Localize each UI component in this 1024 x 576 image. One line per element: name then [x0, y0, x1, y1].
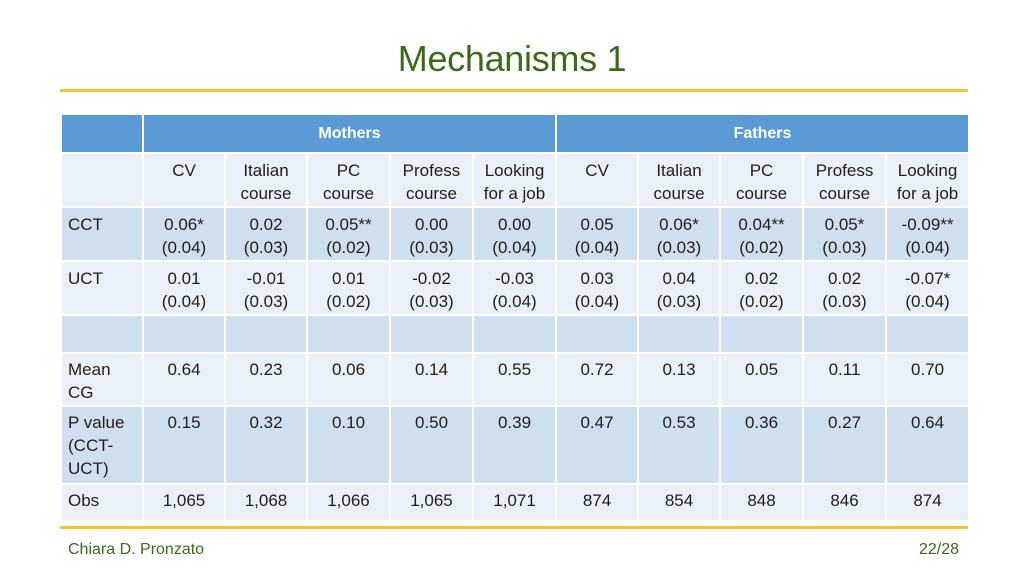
uct-cell-line-1: -0.01 [246, 269, 286, 288]
uct-cell [720, 261, 803, 315]
obs-cell-line-1: 1,071 [493, 491, 536, 510]
p-value-cell-line-1: 0.10 [331, 413, 366, 432]
uct-cell [556, 261, 638, 315]
empty-cell [225, 315, 307, 353]
uct-cell-line-1: 0.03 [580, 269, 614, 288]
column-header [473, 153, 556, 207]
column-header-line-2: course [819, 184, 871, 203]
obs-cell-line-1: 848 [747, 491, 776, 510]
column-header-line-1: Italian [656, 161, 702, 180]
empty-cell [720, 315, 803, 353]
cct-cell [638, 207, 720, 261]
column-header [225, 153, 307, 207]
empty-cell [61, 315, 143, 353]
mean-cg-cell [473, 353, 556, 406]
mean-cg-cell-line-1: 0.23 [249, 360, 283, 379]
uct-cell [803, 261, 886, 315]
empty-cell [143, 315, 225, 353]
p-value-cell-line-1: 0.64 [910, 413, 945, 432]
column-header [803, 153, 886, 207]
p-value-cell-line-1: 0.27 [827, 413, 862, 432]
obs-cell-line-1: 854 [664, 491, 694, 510]
p-value-cell [307, 406, 390, 484]
cct-cell-line-1: 0.06* [164, 215, 204, 234]
obs-cell-line-1: 1,065 [410, 491, 453, 510]
row-label-uct [61, 261, 143, 315]
column-header-line-1: CV [585, 161, 609, 180]
obs-cell [803, 484, 886, 521]
row-label-p-value [61, 406, 143, 484]
column-header-line-1: CV [172, 161, 196, 180]
empty-cell [307, 315, 390, 353]
cct-cell-line-1: 0.05* [824, 215, 865, 234]
results-table [60, 113, 970, 522]
column-header [638, 153, 720, 207]
mean-cg-cell [803, 353, 886, 406]
column-header-line-1: Looking [484, 161, 545, 180]
column-header-corner [61, 153, 143, 207]
mean-cg-cell [307, 353, 390, 406]
obs-cell [143, 484, 225, 521]
row-label-p-value-line-1: P value [68, 413, 125, 432]
column-header [886, 153, 969, 207]
mean-cg-cell-line-1: 0.13 [662, 360, 696, 379]
mean-cg-cell [720, 353, 803, 406]
uct-cell [307, 261, 390, 315]
empty-cell [638, 315, 720, 353]
column-header [143, 153, 225, 207]
mean-cg-cell [390, 353, 473, 406]
uct-cell [143, 261, 225, 315]
mean-cg-cell-line-1: 0.70 [910, 360, 945, 379]
column-header [556, 153, 638, 207]
cct-cell-line-1: 0.05 [580, 215, 614, 234]
row-label-obs-line-1: Obs [68, 491, 100, 510]
cct-cell-line-2: (0.04) [574, 238, 620, 257]
mean-cg-cell [225, 353, 307, 406]
empty-cell [803, 315, 886, 353]
row-label-p-value-line-2: (CCT- [68, 436, 114, 455]
mean-cg-cell-line-1: 0.05 [744, 360, 779, 379]
column-header-line-2: for a job [483, 184, 546, 203]
cct-cell-line-2: (0.02) [739, 238, 784, 257]
obs-cell [886, 484, 969, 521]
uct-cell-line-2: (0.03) [656, 292, 702, 311]
uct-cell-line-1: 0.02 [827, 269, 862, 288]
obs-cell-line-1: 874 [582, 491, 612, 510]
group-fathers: Fathers [556, 114, 969, 153]
mean-cg-cell-line-1: 0.14 [414, 360, 449, 379]
cct-cell-line-2: (0.04) [905, 238, 950, 257]
cct-cell [143, 207, 225, 261]
uct-cell-line-2: (0.04) [161, 292, 207, 311]
cct-cell-line-2: (0.03) [243, 238, 289, 257]
obs-cell-line-1: 846 [830, 491, 859, 510]
uct-cell-line-1: -0.07* [904, 269, 951, 288]
mean-cg-cell-line-1: 0.11 [828, 360, 861, 379]
uct-cell-line-2: (0.02) [326, 292, 371, 311]
uct-cell [886, 261, 969, 315]
column-header-line-2: course [322, 184, 375, 203]
p-value-cell [803, 406, 886, 484]
row-label-uct-line-1: UCT [68, 269, 103, 288]
obs-cell [307, 484, 390, 521]
p-value-cell-line-1: 0.32 [249, 413, 283, 432]
column-header-line-1: PC [749, 161, 774, 180]
uct-cell-line-2: (0.03) [243, 292, 289, 311]
obs-cell-line-1: 874 [913, 491, 942, 510]
row-label-obs [61, 484, 143, 521]
column-header-line-2: course [653, 184, 705, 203]
p-value-cell-line-1: 0.50 [414, 413, 449, 432]
uct-cell [473, 261, 556, 315]
p-value-cell [390, 406, 473, 484]
uct-cell [638, 261, 720, 315]
cct-cell-line-2: (0.04) [492, 238, 537, 257]
obs-cell-line-1: 1,065 [162, 491, 206, 510]
p-value-cell-line-1: 0.15 [167, 413, 201, 432]
row-empty [61, 315, 969, 353]
column-header-line-1: Looking [897, 161, 958, 180]
p-value-cell [225, 406, 307, 484]
p-value-cell [886, 406, 969, 484]
mean-cg-cell-line-1: 0.64 [167, 360, 201, 379]
cct-cell [720, 207, 803, 261]
uct-cell-line-2: (0.04) [905, 292, 950, 311]
row-mean-cg [61, 353, 969, 406]
uct-cell-line-1: 0.01 [167, 269, 201, 288]
cct-cell-line-1: 0.05** [325, 215, 372, 234]
mean-cg-cell [886, 353, 969, 406]
cct-cell-line-2: (0.03) [409, 238, 454, 257]
cct-cell-line-2: (0.03) [822, 238, 867, 257]
footer-divider [60, 526, 968, 529]
column-header [720, 153, 803, 207]
cct-cell-line-1: 0.02 [249, 215, 283, 234]
uct-cell-line-2: (0.02) [739, 292, 784, 311]
group-header-row [61, 114, 969, 153]
empty-cell [473, 315, 556, 353]
slide-title: Mechanisms 1 [397, 38, 627, 79]
row-label-mean-cg [61, 353, 143, 406]
cct-cell [390, 207, 473, 261]
column-header-line-1: PC [336, 161, 361, 180]
title-divider [60, 89, 968, 92]
column-header-line-1: Profess [815, 161, 874, 180]
column-header-line-2: for a job [896, 184, 959, 203]
cct-cell-line-2: (0.04) [161, 238, 207, 257]
uct-cell [225, 261, 307, 315]
row-cct [61, 207, 969, 261]
cct-cell-line-1: -0.09** [901, 215, 954, 234]
column-header-line-2: course [736, 184, 788, 203]
cct-cell-line-1: 0.04** [738, 215, 785, 234]
row-p-value [61, 406, 969, 484]
row-label-p-value-line-3: UCT) [68, 459, 109, 478]
uct-cell-line-2: (0.03) [409, 292, 454, 311]
cct-cell-line-2: (0.02) [326, 238, 371, 257]
p-value-cell-line-1: 0.36 [744, 413, 779, 432]
column-header-line-2: course [405, 184, 458, 203]
column-header-row [61, 153, 969, 207]
uct-cell-line-1: -0.03 [495, 269, 534, 288]
obs-cell [720, 484, 803, 521]
empty-cell [886, 315, 969, 353]
p-value-cell [473, 406, 556, 484]
p-value-cell [720, 406, 803, 484]
mean-cg-cell-line-1: 0.72 [580, 360, 614, 379]
cct-cell [886, 207, 969, 261]
uct-cell-line-2: (0.03) [822, 292, 867, 311]
p-value-cell [556, 406, 638, 484]
page-number: 22/28 [918, 541, 959, 558]
column-header-line-1: Italian [243, 161, 289, 180]
uct-cell [390, 261, 473, 315]
uct-cell-line-2: (0.04) [574, 292, 620, 311]
cct-cell [473, 207, 556, 261]
row-obs [61, 484, 969, 521]
column-header [307, 153, 390, 207]
cct-cell-line-2: (0.03) [656, 238, 702, 257]
p-value-cell-line-1: 0.53 [662, 413, 696, 432]
author-name: Chiara D. Pronzato [68, 541, 205, 558]
mean-cg-cell [638, 353, 720, 406]
obs-cell [390, 484, 473, 521]
corner-cell [61, 114, 143, 153]
column-header-line-2: course [240, 184, 292, 203]
row-label-mean-cg-line-2: CG [68, 383, 94, 402]
empty-cell [556, 315, 638, 353]
uct-cell-line-1: 0.04 [662, 269, 696, 288]
cct-cell [803, 207, 886, 261]
row-label-mean-cg-line-1: Mean [68, 360, 111, 379]
mean-cg-cell [143, 353, 225, 406]
uct-cell-line-1: -0.02 [412, 269, 451, 288]
p-value-cell [143, 406, 225, 484]
row-label-cct-line-1: CCT [68, 215, 103, 234]
obs-cell-line-1: 1,066 [327, 491, 370, 510]
obs-cell [473, 484, 556, 521]
p-value-cell [638, 406, 720, 484]
cct-cell [556, 207, 638, 261]
mean-cg-cell [556, 353, 638, 406]
column-header [390, 153, 473, 207]
row-uct [61, 261, 969, 315]
obs-cell-line-1: 1,068 [244, 491, 288, 510]
uct-cell-line-1: 0.01 [331, 269, 366, 288]
cct-cell [307, 207, 390, 261]
mean-cg-cell-line-1: 0.55 [497, 360, 532, 379]
uct-cell-line-1: 0.02 [744, 269, 779, 288]
cct-cell-line-1: 0.00 [414, 215, 449, 234]
column-header-line-1: Profess [402, 161, 461, 180]
uct-cell-line-2: (0.04) [492, 292, 537, 311]
obs-cell [225, 484, 307, 521]
cct-cell [225, 207, 307, 261]
cct-cell-line-1: 0.00 [497, 215, 532, 234]
obs-cell [556, 484, 638, 521]
empty-cell [390, 315, 473, 353]
cct-cell-line-1: 0.06* [659, 215, 699, 234]
mean-cg-cell-line-1: 0.06 [331, 360, 366, 379]
p-value-cell-line-1: 0.39 [497, 413, 532, 432]
row-label-cct [61, 207, 143, 261]
group-mothers: Mothers [143, 114, 556, 153]
obs-cell [638, 484, 720, 521]
p-value-cell-line-1: 0.47 [580, 413, 614, 432]
